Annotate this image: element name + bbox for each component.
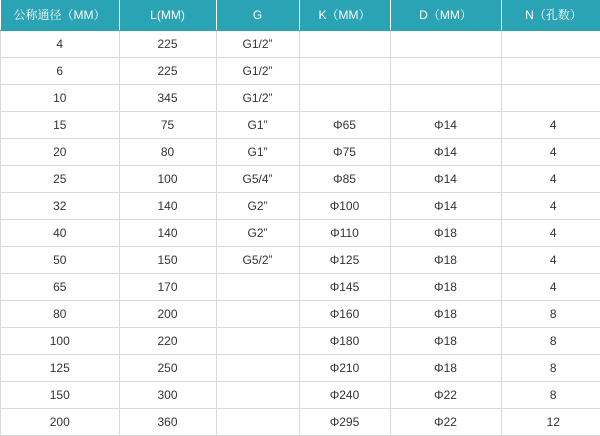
table-row [1,58,600,85]
table-cell: Φ75 [299,139,390,166]
table-cell [501,31,600,58]
table-row [1,166,600,193]
table-cell: Φ18 [390,355,501,382]
table-cell: G1” [216,139,299,166]
table-cell [216,328,299,355]
table-cell: 4 [501,112,600,139]
table-cell [390,31,501,58]
table-cell [216,409,299,436]
column-header-g: G [216,0,299,31]
table-cell: 4 [1,31,120,58]
table-cell [216,301,299,328]
table-cell: 100 [119,166,216,193]
table-row [1,274,600,301]
table-cell: 6 [1,58,120,85]
table-cell: 140 [119,193,216,220]
table-cell: 345 [119,85,216,112]
table-cell: Φ14 [390,193,501,220]
column-header-k: K（MM） [299,0,390,31]
table-cell [299,85,390,112]
table-cell: Φ85 [299,166,390,193]
table-cell: Φ18 [390,328,501,355]
table-cell [216,382,299,409]
column-header-n: N（孔数） [501,0,600,31]
table-cell: Φ18 [390,220,501,247]
table-cell: 360 [119,409,216,436]
table-cell [390,58,501,85]
table-cell: Φ65 [299,112,390,139]
table-cell: 8 [501,328,600,355]
table-cell: 200 [1,409,120,436]
table-cell: Φ18 [390,274,501,301]
table-cell: 140 [119,220,216,247]
table-cell: 200 [119,301,216,328]
table-cell: Φ210 [299,355,390,382]
table-row [1,193,600,220]
table-cell: G1” [216,112,299,139]
table-cell: Φ180 [299,328,390,355]
table-row [1,112,600,139]
table-row [1,328,600,355]
table-cell: 170 [119,274,216,301]
table-cell: 10 [1,85,120,112]
table-header [1,0,600,31]
table-cell [501,85,600,112]
table-cell: Φ295 [299,409,390,436]
table-cell: 40 [1,220,120,247]
table-cell: 50 [1,247,120,274]
table-cell: 250 [119,355,216,382]
table-cell [216,274,299,301]
table-cell: 4 [501,220,600,247]
table-cell: 150 [1,382,120,409]
table-cell [299,31,390,58]
table-cell: Φ22 [390,382,501,409]
table-cell: Φ125 [299,247,390,274]
table-cell: 8 [501,301,600,328]
table-row [1,31,600,58]
table-row [1,382,600,409]
table-row [1,139,600,166]
table-cell: 65 [1,274,120,301]
table-cell: 25 [1,166,120,193]
table-cell [299,58,390,85]
table-row [1,247,600,274]
table-cell: 80 [1,301,120,328]
table-cell: Φ14 [390,112,501,139]
table-cell: G2” [216,193,299,220]
column-header-d: D（MM） [390,0,501,31]
table-row [1,301,600,328]
table-row [1,409,600,436]
table-cell: 8 [501,355,600,382]
table-cell: 4 [501,247,600,274]
table-cell: 300 [119,382,216,409]
table-cell: Φ18 [390,301,501,328]
table-cell: 225 [119,31,216,58]
table-cell: 32 [1,193,120,220]
table-cell [390,85,501,112]
table-header-row [1,0,600,31]
table-cell: G1/2” [216,31,299,58]
table-cell: Φ14 [390,139,501,166]
table-row [1,355,600,382]
table-cell: Φ240 [299,382,390,409]
table-cell: Φ18 [390,247,501,274]
table-cell: 225 [119,58,216,85]
table-cell: 4 [501,166,600,193]
table-cell: 15 [1,112,120,139]
table-cell: 4 [501,274,600,301]
table-cell: 220 [119,328,216,355]
table-cell: 12 [501,409,600,436]
table-cell: 150 [119,247,216,274]
table-cell: Φ160 [299,301,390,328]
column-header-nominal-diameter: 公称通径（MM） [1,0,120,31]
table-cell: G5/4” [216,166,299,193]
table-cell: G5/2” [216,247,299,274]
table-cell: 20 [1,139,120,166]
table-cell [501,58,600,85]
table-cell: Φ100 [299,193,390,220]
table-cell: 80 [119,139,216,166]
table-cell: Φ14 [390,166,501,193]
table-cell: 4 [501,193,600,220]
table-row [1,220,600,247]
table-cell: 125 [1,355,120,382]
table-cell: 4 [501,139,600,166]
table-cell: G2” [216,220,299,247]
table-body [1,31,600,436]
table-cell: Φ22 [390,409,501,436]
table-row [1,85,600,112]
table-cell: G1/2” [216,85,299,112]
table-cell: 100 [1,328,120,355]
table-cell: G1/2” [216,58,299,85]
table-cell: Φ145 [299,274,390,301]
table-cell: Φ110 [299,220,390,247]
table-cell [216,355,299,382]
column-header-l: L(MM) [119,0,216,31]
table-cell: 8 [501,382,600,409]
table-cell: 75 [119,112,216,139]
